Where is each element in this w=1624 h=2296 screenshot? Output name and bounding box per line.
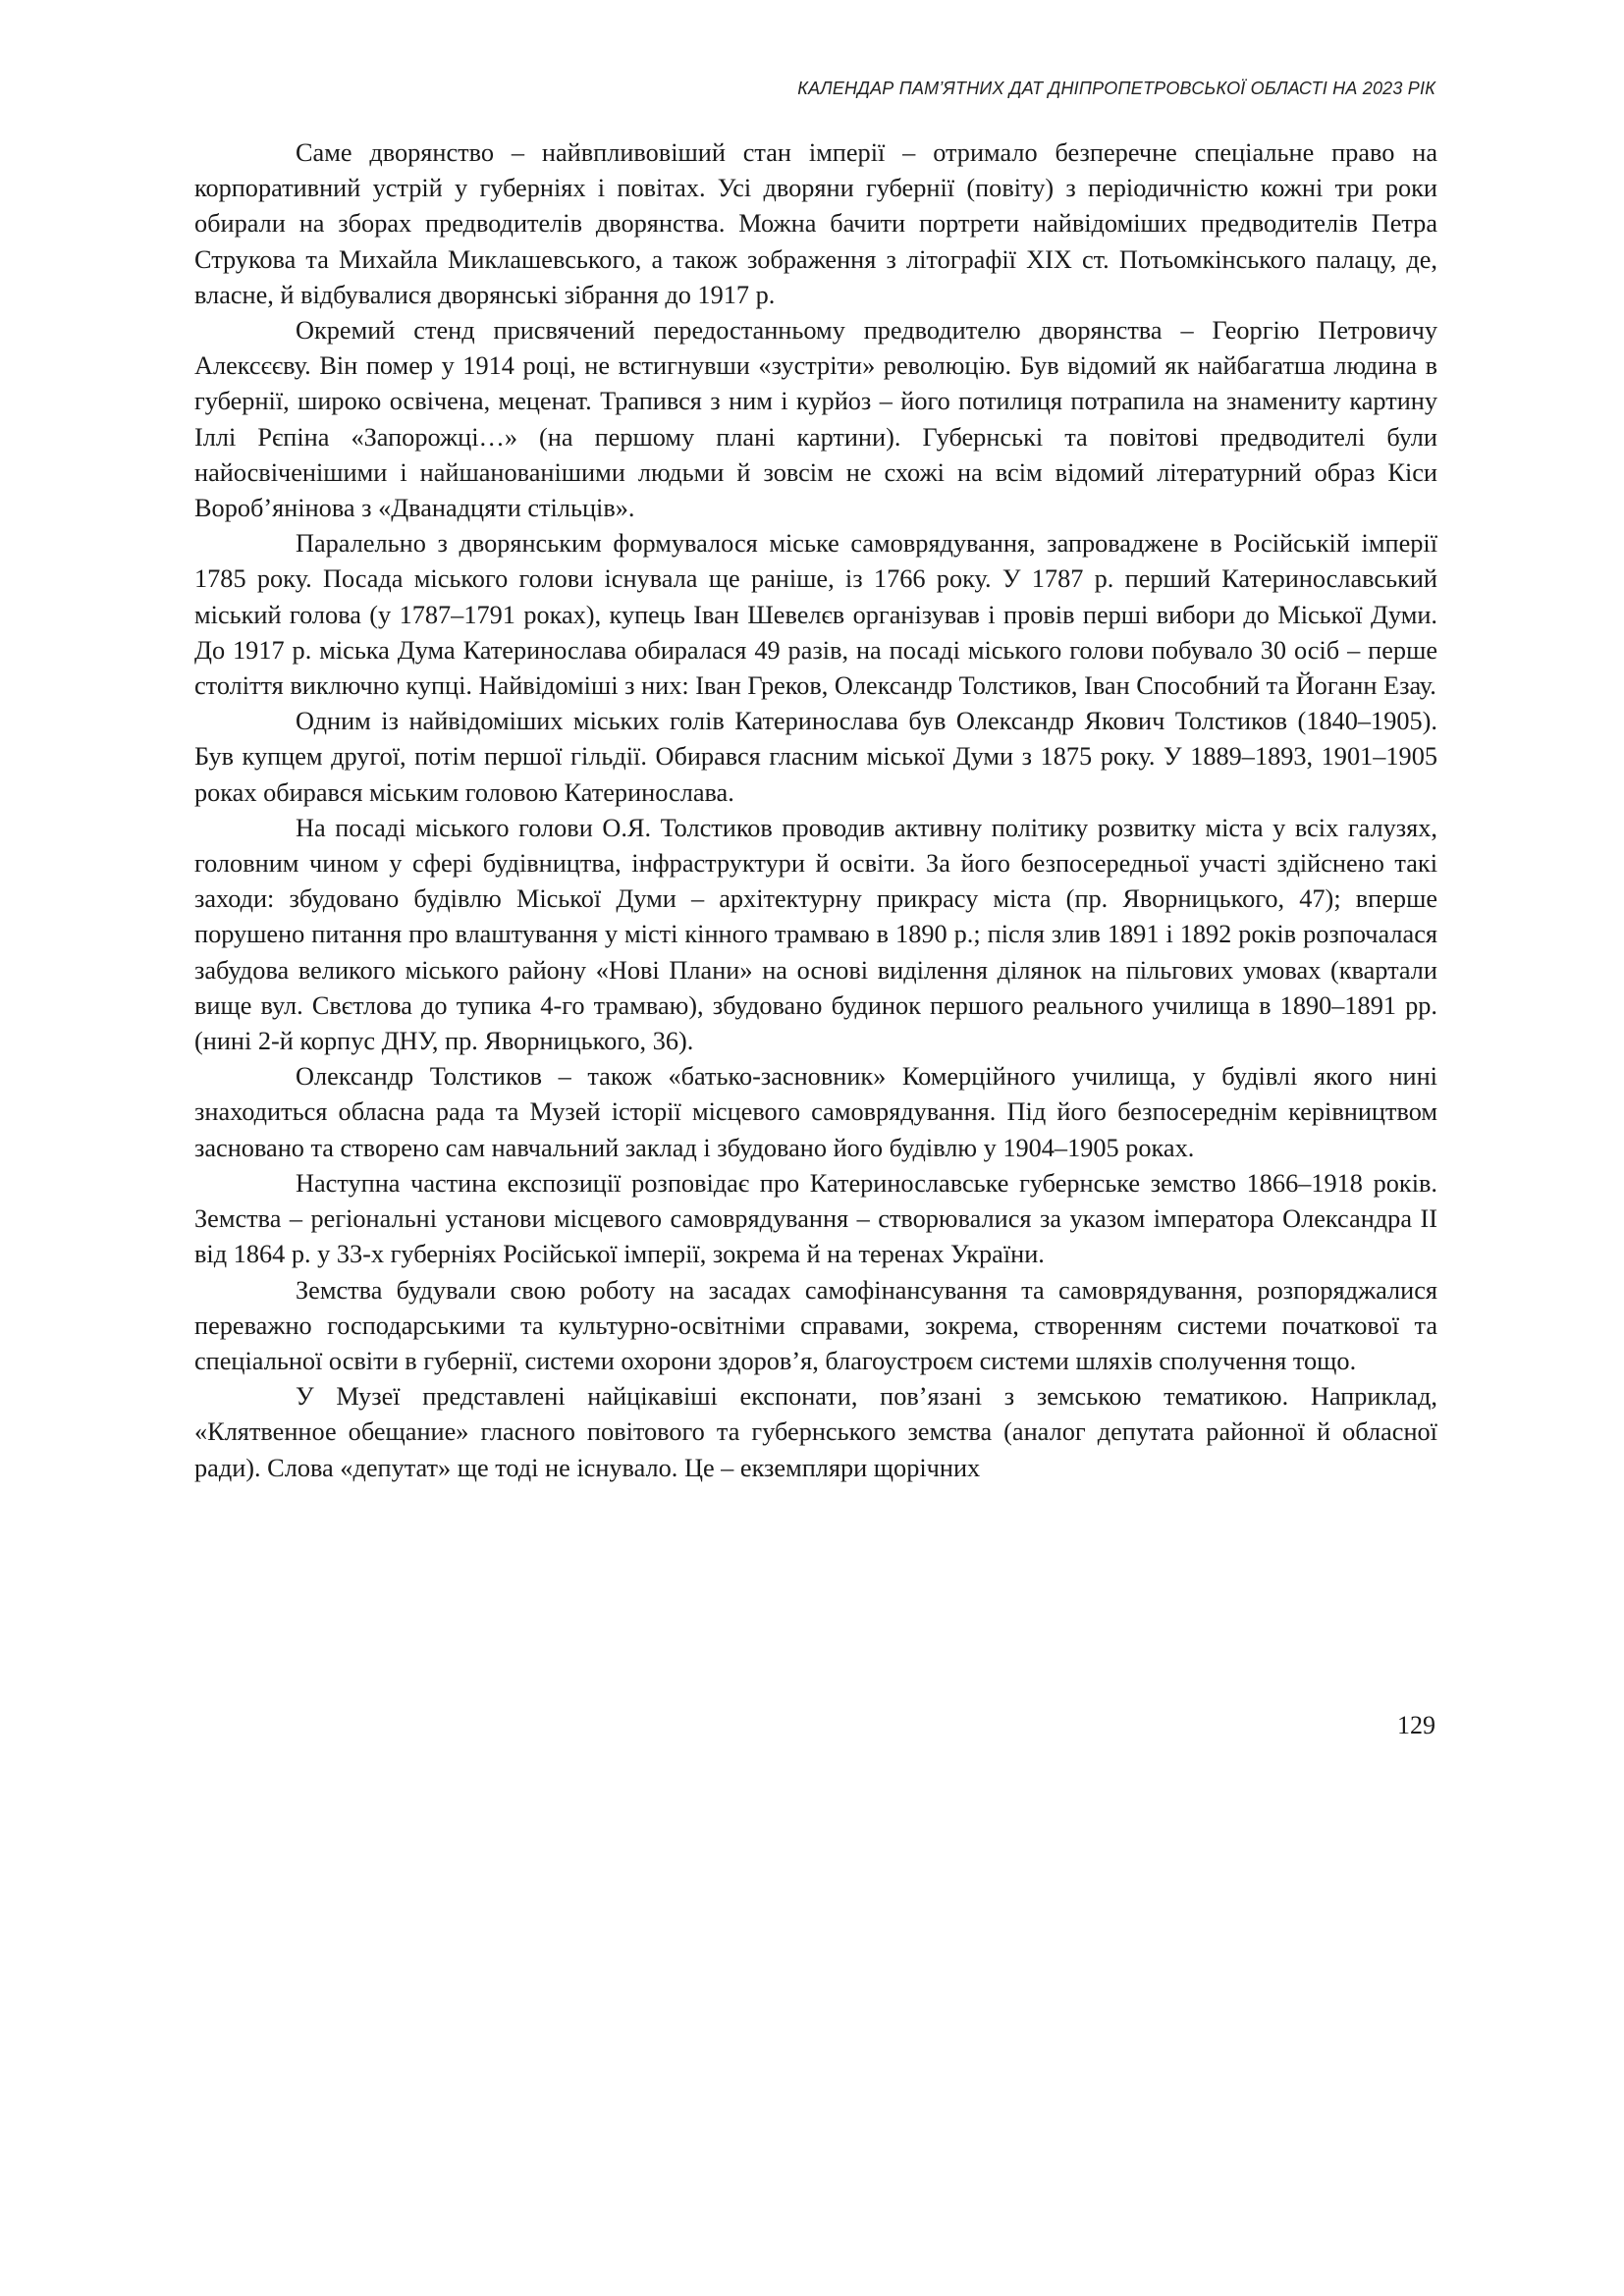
- paragraph: Одним із найвідоміших міських голів Катеринослава був Олександр Якович Толстиков (1840–1905). Був купцем другої, потім першої гільдії. Обирався гласним міської Думи з 1875 року. У 1889–1893, 1901–1905 роках обирався міським головою Катеринослава.: [194, 707, 1437, 807]
- paragraph: У Музеї представлені найцікавіші експонати, пов’язані з земською тематикою. Наприклад, «Клятвенное обещание» гласного повітового та губернського земства (аналог депутата районної й обласної ради). Слова «депутат» ще тоді не існувало. Це – екземпляри щорічних: [194, 1382, 1437, 1482]
- running-header: КАЛЕНДАР ПАМ’ЯТНИХ ДАТ ДНІПРОПЕТРОВСЬКОЇ ОБЛАСТІ НА 2023 РІК: [797, 79, 1435, 98]
- paragraph: На посаді міського голови О.Я. Толстиков проводив активну політику розвитку міста у всіх галузях, головним чином у сфері будівництва, інфраструктури й освіти. За його безпосередньої участі здійснено такі заходи: збудовано будівлю Міської Думи – архітектурну прикрасу міста (пр. Яворницького, 47); вперше порушено питання про влаштування у місті кінного трамваю в 1890 р.; після злив 1891 і 1892 років розпочалася забудова великого міського району «Нові Плани» на основі виділення ділянок на пільгових умовах (квартали вище вул. Свєтлова до тупика 4-го трамваю), збудовано будинок першого реального училища в 1890–1891 рр. (нині 2-й корпус ДНУ, пр. Яворницького, 36).: [194, 813, 1437, 1056]
- paragraph: Паралельно з дворянським формувалося міське самоврядування, запроваджене в Російській імперії 1785 року. Посада міського голови існувала ще раніше, із 1766 року. У 1787 р. перший Катеринославський міський голова (у 1787–1791 роках), купець Іван Шевелєв організував і провів перші вибори до Міської Думи. До 1917 р. міська Дума Катеринослава обиралася 49 разів, на посаді міського голови побувало 30 осіб – перше століття виключно купці. Найвідоміші з них: Іван Греков, Олександр Толстиков, Іван Способний та Йоганн Езау.: [194, 529, 1437, 701]
- paragraph: Земства будували свою роботу на засадах самофінансування та самоврядування, розпоряджалися переважно господарськими та культурно-освітніми справами, зокрема, створенням системи початкової та спеціальної освіти в губернії, системи охорони здоров’я, благоустроєм системи шляхів сполучення тощо.: [194, 1275, 1437, 1375]
- page-number: 129: [1397, 1711, 1435, 1739]
- body-text: [194, 135, 1437, 1486]
- paragraph: Саме дворянство – найвпливовіший стан імперії – отримало безперечне спеціальне право на корпоративний устрій у губерніях і повітах. Усі дворяни губернії (повіту) з періодичністю кожні три роки обирали на зборах предводителів дворянства. Можна бачити портрети найвідоміших предводителів Петра Струкова та Михайла Миклашевського, а також зображення з літографії XIX ст. Потьомкінського палацу, де, власне, й відбувалися дворянські зібрання до 1917 р.: [194, 138, 1437, 309]
- paragraph: Олександр Толстиков – також «батько-засновник» Комерційного училища, у будівлі якого нині знаходиться обласна рада та Музей історії місцевого самоврядування. Під його безпосереднім керівництвом засновано та створено сам навчальний заклад і збудовано його будівлю у 1904–1905 роках.: [194, 1062, 1437, 1162]
- paragraph: Наступна частина експозиції розповідає про Катеринославське губернське земство 1866–1918 років. Земства – регіональні установи місцевого самоврядування – створювалися за указом імператора Олександра II від 1864 р. у 33-х губерніях Російської імперії, зокрема й на теренах України.: [194, 1168, 1437, 1269]
- paragraph: Окремий стенд присвячений передостанньому предводителю дворянства – Георгію Петровичу Алексєєву. Він помер у 1914 році, не встигнувши «зустріти» революцію. Був відомий як найбагатша людина в губернії, широко освічена, меценат. Трапився з ним і курйоз – його потилиця потрапила на знамениту картину Іллі Рєпіна «Запорожці…» (на першому плані картини). Губернські та повітові предводителі були найосвіченішими і найшанованішими людьми й зовсім не схожі на всім відомий літературний образ Кіси Вороб’янінова з «Дванадцяти стільців».: [194, 316, 1437, 523]
